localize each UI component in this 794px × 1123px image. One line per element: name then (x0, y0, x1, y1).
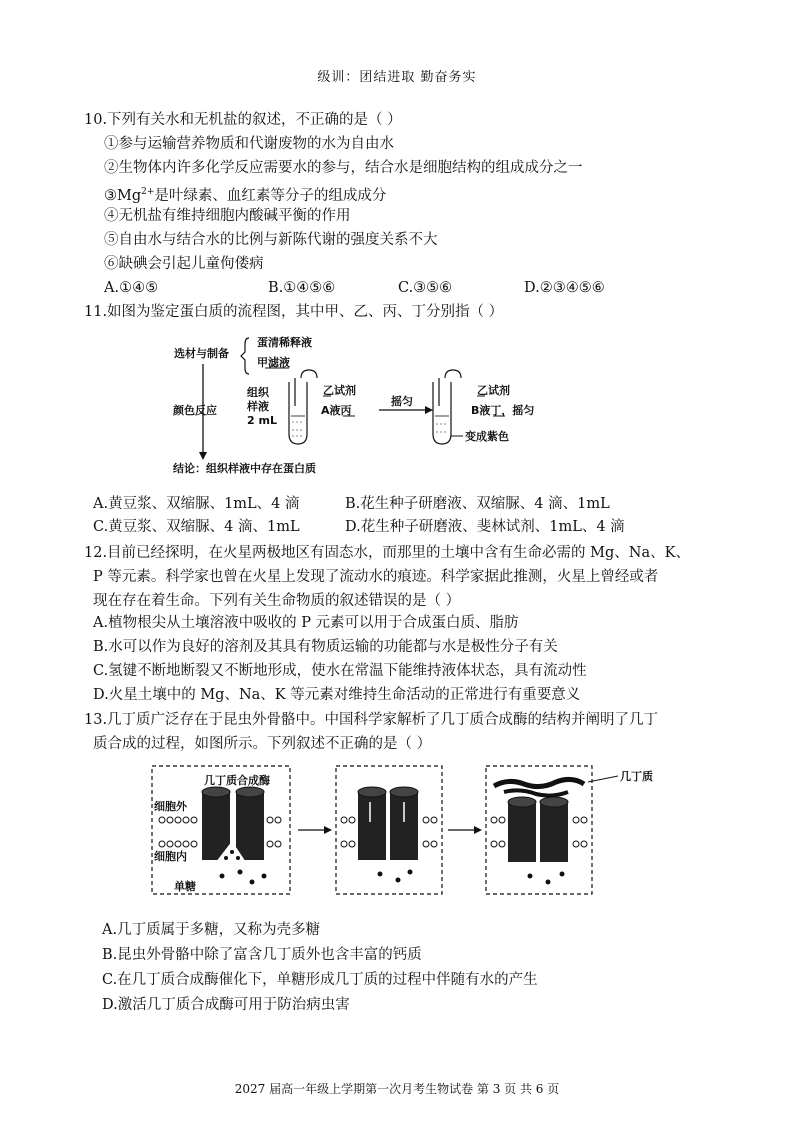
q10-option-a[interactable]: A.①④⑤ (104, 280, 159, 296)
q11-protein-test-diagram (165, 326, 565, 478)
q10-statement-2: ②生物体内许多化学反应需要水的参与，结合水是细胞结构的组成成分之一 (104, 160, 583, 176)
q11-dia-sample-2: 样液 (247, 400, 269, 413)
q11-dia-step1: 选材与制备 (174, 347, 229, 360)
q13-dia-sugar-dot (262, 874, 267, 879)
q13-dia-sugar-dot (230, 850, 234, 854)
q11-option-a[interactable]: A.黄豆浆、双缩脲、1mL、4 滴 (93, 496, 300, 512)
q12-stem-line-3: 现在存在着生命。下列有关生命物质的叙述错误的是（ ） (93, 593, 461, 609)
q11-dia-test-tube-2 (433, 382, 451, 444)
q13-option-b[interactable]: B.昆虫外骨骼中除了富含几丁质外也含丰富的钙质 (102, 947, 422, 963)
q11-dia-arrow-head (199, 452, 207, 460)
q13-dia-chitin-chain (494, 779, 584, 786)
q10-stem: 10.下列有关水和无机盐的叙述，不正确的是（ ） (84, 112, 402, 128)
q10-s3-pre: ③Mg (104, 187, 142, 204)
q11-dia-reagent-1: 乙试剂 (323, 384, 356, 397)
q13-dia-sugar-dot (378, 872, 383, 877)
q10-option-d[interactable]: D.②③④⑤⑥ (524, 280, 605, 296)
q13-dia-enzyme-top (236, 787, 264, 797)
q11-dia-dropper-curve (445, 370, 461, 378)
q11-dia-sample-1: 组织 (247, 386, 269, 399)
q13-stem-line-1: 13.几丁质广泛存在于昆虫外骨骼中。中国科学家解析了几丁质合成酶的结构并阐明了几丁 (84, 712, 659, 728)
q13-stem-line-2: 质合成的过程，如图所示。下列叙述不正确的是（ ） (93, 736, 432, 752)
q11-option-c[interactable]: C.黄豆浆、双缩脲、4 滴、1mL (93, 519, 300, 535)
q10-statement-6: ⑥缺碘会引起儿童佝偻病 (104, 256, 264, 272)
q12-stem-line-2: P 等元素。科学家也曾在火星上发现了流动水的痕迹。科学家据此推测，火星上曾经或者 (93, 569, 659, 585)
q13-dia-enzyme-top (390, 787, 418, 797)
q11-dia-test-tube-1 (289, 382, 307, 444)
q13-dia-arrow-head-2 (474, 826, 482, 834)
q13-dia-chitin-chain-2 (504, 790, 568, 795)
q12-option-d[interactable]: D.火星土壤中的 Mg、Na、K 等元素对维持生命活动的正常进行有重要意义 (93, 687, 581, 703)
q12-option-a[interactable]: A.植物根尖从土壤溶液中吸收的 P 元素可以用于合成蛋白质、脂肪 (93, 615, 519, 631)
q13-dia-enzyme-top (540, 797, 568, 807)
q11-stem: 11.如图为鉴定蛋白质的流程图，其中甲、乙、丙、丁分别指（ ） (84, 304, 504, 320)
q13-dia-sugar-label: 单糖 (174, 880, 196, 893)
q12-stem-line-1: 12.目前已经探明，在火星两极地区有固态水，而那里的土壤中含有生命必需的 Mg、Na、K、 (84, 545, 690, 561)
q13-dia-sugar-dot (236, 856, 240, 860)
q13-dia-membrane-2 (341, 817, 437, 847)
q10-statement-3 (104, 182, 386, 206)
q13-dia-chitin-label: 几丁质 (620, 770, 653, 783)
q10-option-b[interactable]: B.①④⑤⑥ (268, 280, 336, 296)
q11-dia-arrow-head-2 (425, 406, 433, 414)
q10-option-c[interactable]: C.③⑤⑥ (398, 280, 453, 296)
q13-dia-sugar-dot (238, 870, 243, 875)
q12-option-b[interactable]: B.水可以作为良好的溶剂及其具有物质运输的功能都与水是极性分子有关 (93, 639, 558, 655)
q11-dia-dropper-curve (301, 370, 317, 378)
q11-dia-reagent-2: 乙试剂 (477, 384, 510, 397)
q11-dia-result: 变成紫色 (465, 430, 509, 443)
q10-s3-superscript: 2+ (141, 187, 155, 197)
q13-dia-sugar-dot (408, 870, 413, 875)
q11-dia-option2: 甲滤液 (257, 356, 290, 369)
q10-statement-5: ⑤自由水与结合水的比例与新陈代谢的强度关系不大 (104, 232, 438, 248)
q13-dia-enzyme-body (508, 802, 536, 862)
q10-statement-4: ④无机盐有维持细胞内酸碱平衡的作用 (104, 208, 351, 224)
q11-dia-shake: 摇匀 (391, 395, 413, 408)
q13-dia-sugar-dot (528, 874, 533, 879)
q13-dia-outside-label: 细胞外 (154, 800, 187, 813)
q13-dia-arrow-head-1 (324, 826, 332, 834)
q13-dia-enzyme-body (358, 792, 386, 860)
q10-statement-1: ①参与运输营养物质和代谢废物的水为自由水 (104, 136, 394, 152)
q13-dia-sugar-dot (224, 856, 228, 860)
q13-option-c[interactable]: C.在几丁质合成酶催化下，单糖形成几丁质的过程中伴随有水的产生 (102, 972, 538, 988)
q13-dia-sugar-dot (546, 880, 551, 885)
q13-option-a[interactable]: A.几丁质属于多糖，又称为壳多糖 (102, 922, 321, 938)
q13-dia-enzyme-top (202, 787, 230, 797)
q13-dia-sugar-dot (560, 872, 565, 877)
q11-option-b[interactable]: B.花生种子研磨液、双缩脲、4 滴、1mL (345, 496, 610, 512)
q13-dia-inside-label: 细胞内 (154, 850, 187, 863)
q12-option-c[interactable]: C.氢键不断地断裂又不断地形成，使水在常温下能维持液体状态，具有流动性 (93, 663, 587, 679)
q11-dia-liquid-a: A液丙 (321, 404, 352, 417)
q13-dia-sugar-dot (250, 880, 255, 885)
q11-dia-sample-3: 2 mL (247, 414, 277, 427)
q11-dia-option1: 蛋清稀释液 (257, 336, 312, 349)
q13-dia-enzyme-body (540, 802, 568, 862)
q10-s3-post: 是叶绿素、血红素等分子的组成成分 (154, 187, 387, 204)
q13-dia-sugar-dot (396, 878, 401, 883)
q13-chitin-synthesis-diagram (148, 762, 668, 898)
page-header-motto: 级训：团结进取 勤奋务实 (317, 70, 477, 85)
q13-dia-enzyme-top (508, 797, 536, 807)
q11-dia-conclusion: 结论：组织样液中存在蛋白质 (173, 462, 316, 475)
q13-dia-membrane-3 (491, 817, 587, 847)
q13-dia-sugar-dot (220, 874, 225, 879)
page-footer: 2027 届高一年级上学期第一次月考生物试卷 第 3 页 共 6 页 (234, 1082, 560, 1096)
q11-option-d[interactable]: D.花生种子研磨液、斐林试剂、1mL、4 滴 (345, 519, 625, 535)
q13-dia-enzyme-label: 几丁质合成酶 (204, 774, 270, 787)
q13-dia-enzyme-top (358, 787, 386, 797)
q11-dia-liquid-b: B液丁，摇匀 (471, 404, 535, 417)
q13-dia-enzyme-body (236, 792, 264, 860)
q13-dia-panel-2 (336, 766, 442, 894)
q13-option-d[interactable]: D.激活几丁质合成酶可用于防治病虫害 (102, 997, 350, 1013)
q11-dia-step2: 颜色反应 (173, 404, 217, 417)
q11-dia-brace (241, 338, 249, 374)
